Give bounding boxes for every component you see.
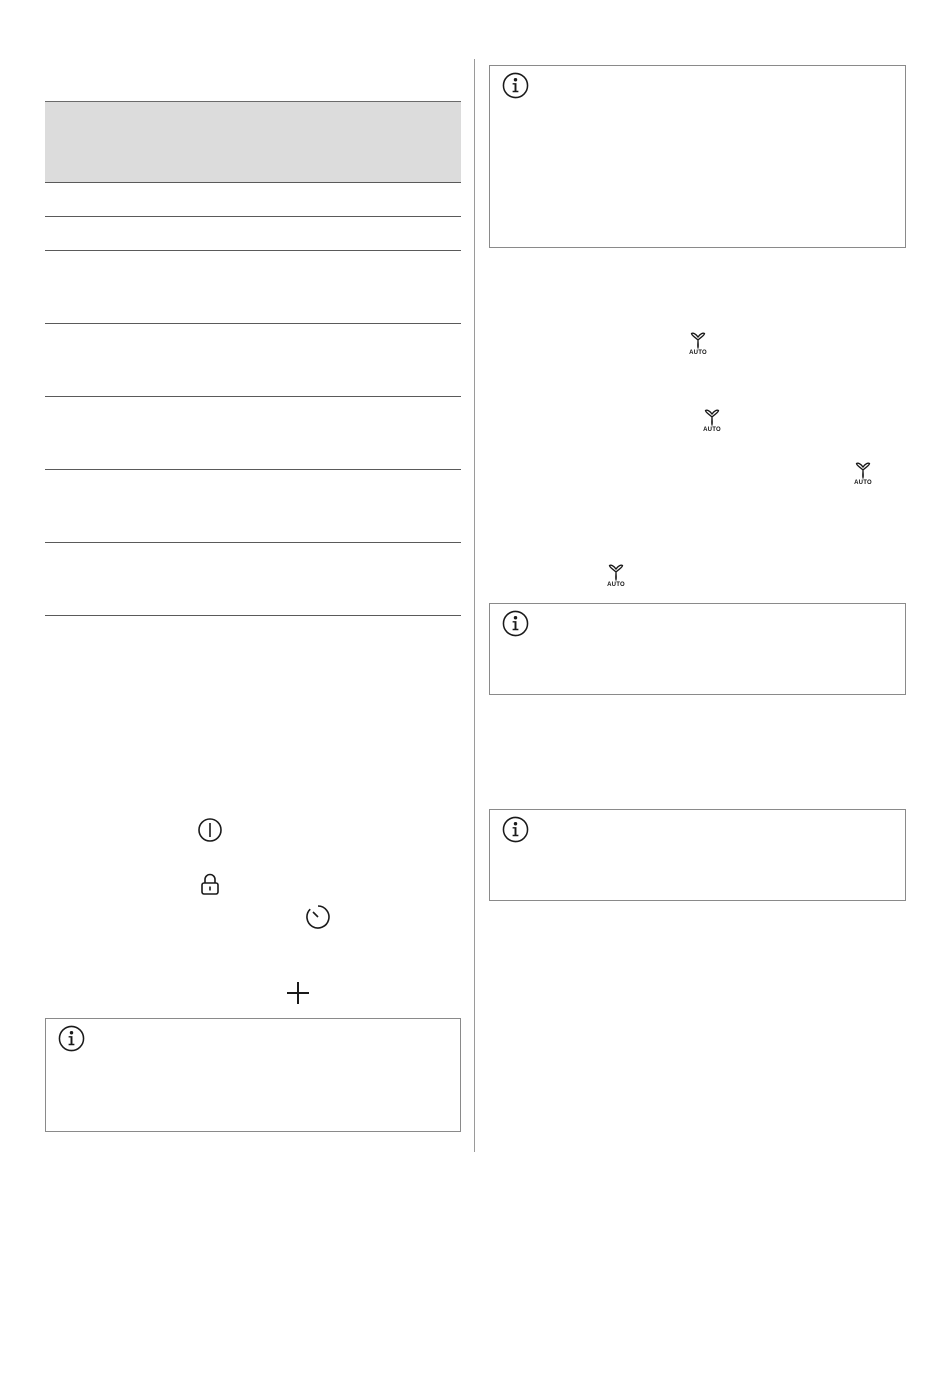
info-note-box [489,809,906,901]
table-row-divider [45,615,461,616]
fan-auto-label: AUTO [854,480,872,486]
fan-auto-icon [604,563,628,591]
table-row-divider [45,542,461,543]
fan-auto-label: AUTO [607,582,625,588]
fan-auto-icon [686,331,710,359]
info-note-box [489,603,906,695]
table-row-divider [45,396,461,397]
column-divider [474,59,475,1152]
table-row-divider [45,323,461,324]
info-icon [502,610,529,637]
timer-icon [305,904,331,935]
power-icon [197,817,223,848]
info-icon [502,72,529,99]
table-header-row [45,101,461,183]
table-row-divider [45,182,461,183]
table-row-divider [45,469,461,470]
fan-auto-icon [700,408,724,436]
info-note-box [45,1018,461,1132]
table-row-divider [45,216,461,217]
info-note-box [489,65,906,248]
info-icon [502,816,529,843]
fan-auto-label: AUTO [703,427,721,433]
lock-icon [200,872,220,901]
fan-auto-icon [851,461,875,489]
info-icon [58,1025,85,1052]
plus-icon [286,981,310,1010]
table-row-divider [45,250,461,251]
fan-auto-label: AUTO [689,350,707,356]
